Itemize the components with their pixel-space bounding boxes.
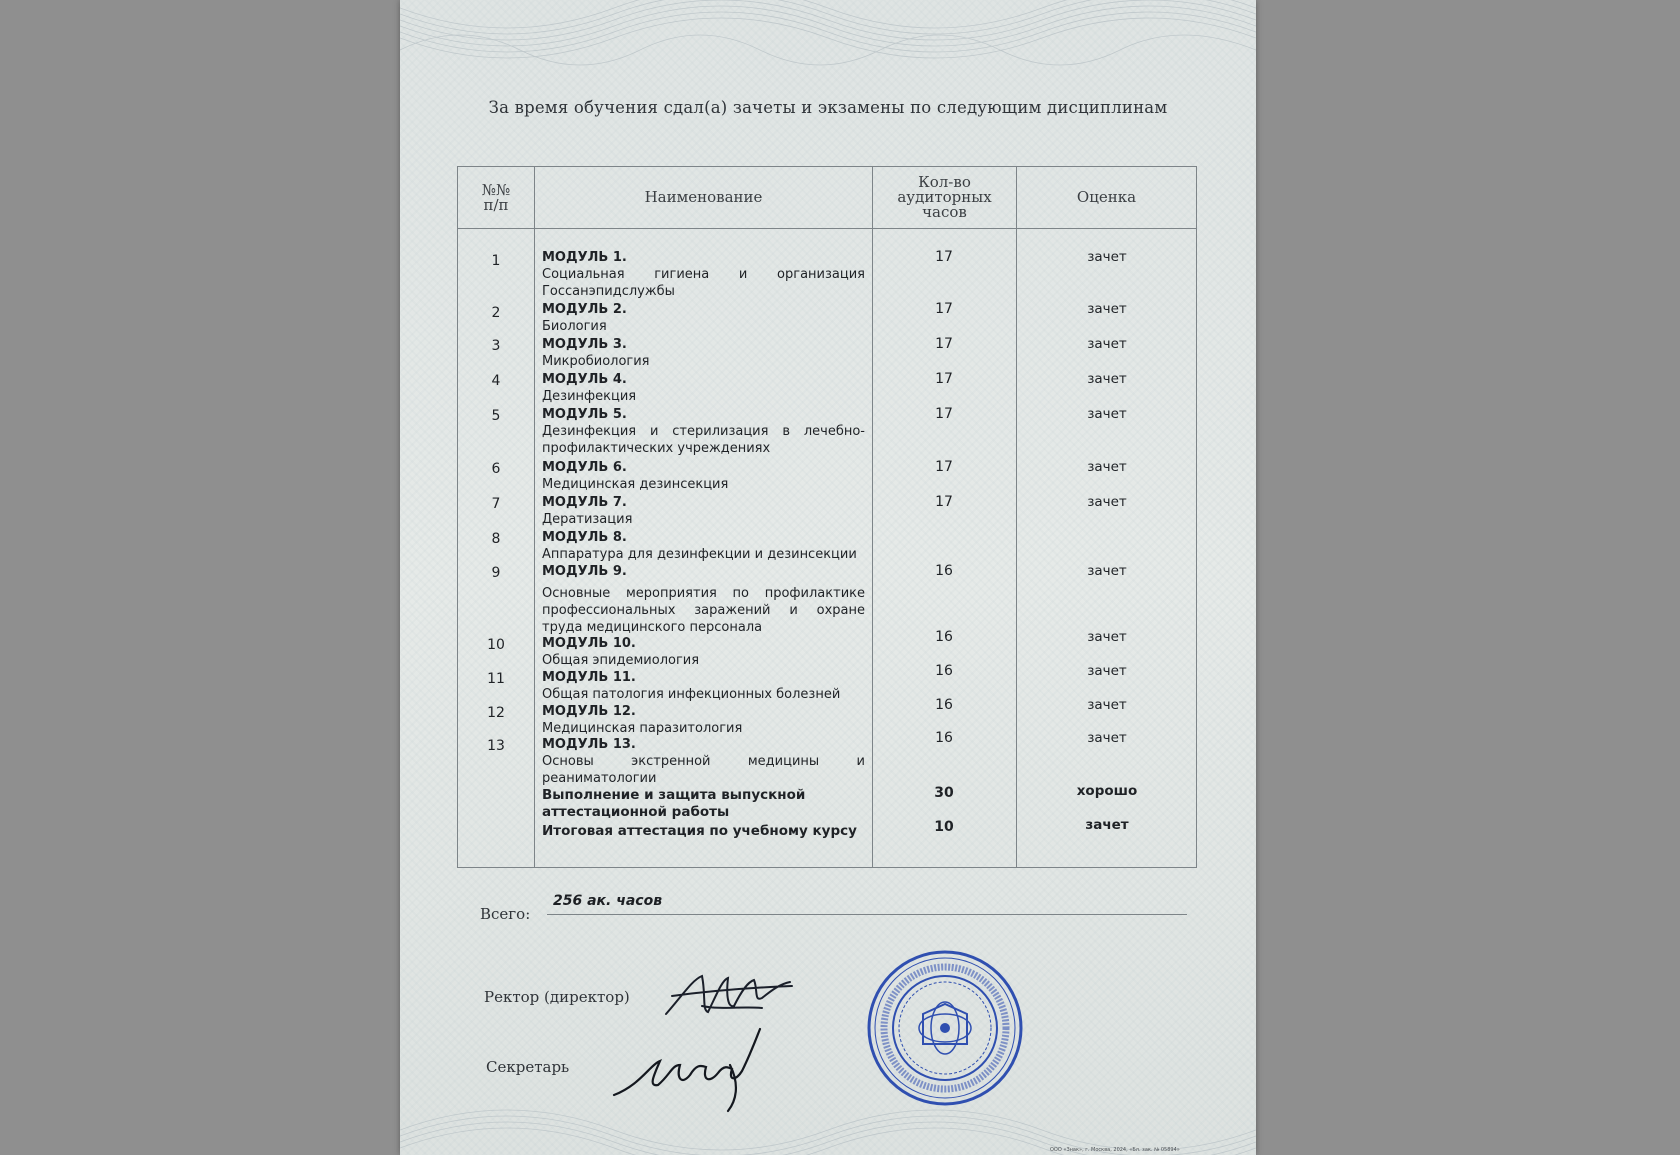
row-name [542,249,865,300]
discipline-name: Дератизация [542,512,633,527]
module-title: МОДУЛЬ 11. [542,670,636,685]
header-hours: Кол-во аудиторных часов [897,173,992,221]
row-name [542,494,865,528]
row-number: 13 [487,738,505,754]
row-name [542,736,865,787]
document-sheet [400,0,1256,1155]
row-number: 10 [487,637,505,653]
module-title: МОДУЛЬ 2. [542,302,627,317]
module-title: МОДУЛЬ 10. [542,636,636,651]
rector-label: Ректор (директор) [484,988,630,1006]
row-grade: зачет [1087,730,1127,746]
module-title: МОДУЛЬ 9. [542,564,627,579]
final-row-hours: 30 [934,785,954,801]
row-hours: 16 [935,730,953,746]
discipline-name: Биология [542,319,607,334]
module-title: МОДУЛЬ 8. [542,530,627,545]
row-number: 7 [491,496,501,512]
row-name [542,703,865,737]
row-grade: зачет [1087,249,1127,265]
row-number: 1 [491,253,501,269]
module-title: МОДУЛЬ 7. [542,495,627,510]
discipline-name: Медицинская дезинсекция [542,477,729,492]
row-hours: 17 [935,336,953,352]
discipline-name: Дезинфекция и стерилизация в лечебно-профилактических учреждениях [542,424,865,456]
row-hours: 17 [935,249,953,265]
discipline-name: Дезинфекция [542,389,637,404]
row-name [542,529,865,563]
header-num: №№ п/п [481,180,511,214]
row-name [542,406,865,457]
row-hours: 16 [935,697,953,713]
row-hours: 16 [935,563,953,579]
discipline-name: Основные мероприятия по профилактике профессиональных заражений и охране труда медицинского персонала [542,586,865,635]
page-heading: За время обучения сдал(а) зачеты и экзамены по следующим дисциплинам [488,98,1168,117]
row-hours: 17 [935,406,953,422]
header-divider [458,228,1196,229]
row-hours: 17 [935,371,953,387]
module-title: МОДУЛЬ 4. [542,372,627,387]
grades-table [457,166,1197,868]
rector-signature [662,966,798,1028]
row-grade: зачет [1087,459,1127,475]
row-number: 3 [491,338,501,354]
header-name: Наименование [644,188,763,206]
column-divider [872,167,873,867]
guilloche-bottom-ornament [400,1090,1256,1155]
discipline-name: Микробиология [542,354,650,369]
discipline-name: Общая эпидемиология [542,653,700,668]
row-name [542,669,865,703]
discipline-name: Социальная гигиена и организация Госсанэпидслужбы [542,267,865,299]
final-row-name: Итоговая аттестация по учебному курсу [542,823,857,839]
row-hours: 17 [935,494,953,510]
row-number: 9 [491,565,501,581]
row-number: 8 [491,531,501,547]
row-grade: зачет [1087,663,1127,679]
total-label: Всего: [480,905,531,923]
row-number: 11 [487,671,505,687]
total-value: 256 ак. часов [553,893,663,909]
row-grade: зачет [1087,371,1127,387]
institution-seal [865,948,1025,1108]
module-title: МОДУЛЬ 6. [542,460,627,475]
row-grade: зачет [1087,336,1127,352]
guilloche-top-ornament [400,0,1256,80]
discipline-name: Медицинская паразитология [542,721,743,736]
row-number: 6 [491,461,501,477]
row-number: 12 [487,705,505,721]
row-number: 4 [491,373,501,389]
header-grade: Оценка [1076,188,1137,206]
row-grade: зачет [1087,301,1127,317]
row-number: 5 [491,408,501,424]
row-name [542,563,865,636]
row-hours: 17 [935,301,953,317]
row-grade: зачет [1087,629,1127,645]
row-name [542,459,865,493]
row-grade: зачет [1087,697,1127,713]
row-hours: 16 [935,663,953,679]
row-hours: 17 [935,459,953,475]
row-name [542,635,865,669]
row-grade: зачет [1087,563,1127,579]
final-row-grade: хорошо [1076,783,1138,799]
secretary-label: Секретарь [486,1058,570,1076]
discipline-name: Аппаратура для дезинфекции и дезинсекции [542,547,857,562]
final-row-hours: 10 [934,819,954,835]
discipline-name: Основы экстренной медицины и реаниматологии [542,754,865,786]
module-title: МОДУЛЬ 1. [542,250,627,265]
printer-imprint: ООО «Знак», г. Москва, 2024, «Бл. зак. № 05894» [1050,1147,1180,1153]
total-underline [547,914,1187,915]
row-number: 2 [491,305,501,321]
module-title: МОДУЛЬ 12. [542,704,636,719]
row-name [542,301,865,335]
row-hours: 16 [935,629,953,645]
row-name [542,336,865,370]
column-divider [1016,167,1017,867]
module-title: МОДУЛЬ 13. [542,737,636,752]
module-title: МОДУЛЬ 5. [542,407,627,422]
final-row-name: Выполнение и защита выпускной аттестационной работы [542,787,806,820]
row-grade: зачет [1087,494,1127,510]
row-name [542,371,865,405]
row-grade: зачет [1087,406,1127,422]
column-divider [534,167,535,867]
module-title: МОДУЛЬ 3. [542,337,627,352]
discipline-name: Общая патология инфекционных болезней [542,687,841,702]
final-row-grade: зачет [1085,817,1129,833]
